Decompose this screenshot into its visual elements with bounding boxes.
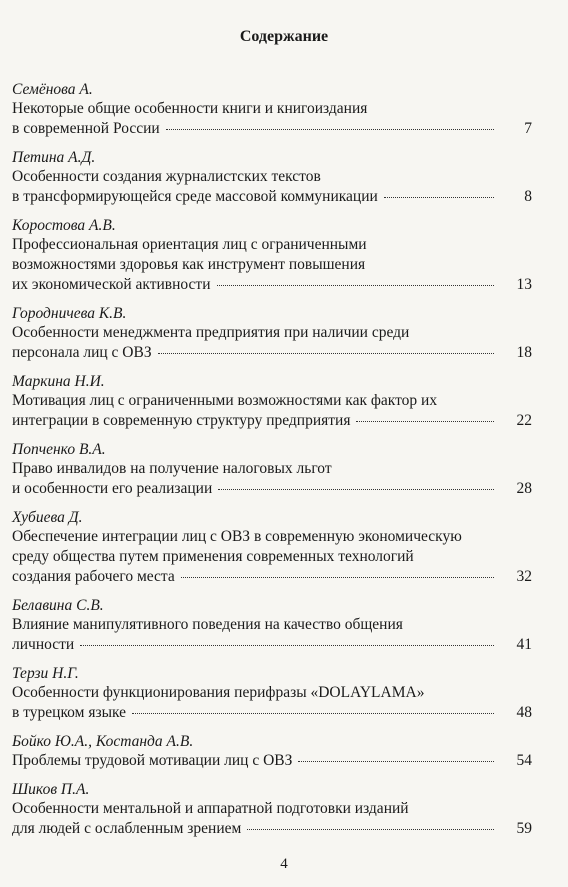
toc-title-last-line (12, 567, 532, 587)
dot-leader (247, 829, 494, 830)
toc-page-number: 59 (516, 820, 532, 837)
toc-title-line: Особенности создания журналистских текстов (12, 168, 321, 185)
toc-title-line: в турецком языке (12, 704, 127, 721)
toc-title-last-line (12, 479, 532, 499)
toc-title-line: и особенности его реализации (12, 480, 213, 497)
toc-title-last-line (12, 635, 532, 655)
toc-author: Попченко В.А. (12, 441, 106, 458)
toc-entry (12, 80, 532, 139)
dot-leader (158, 353, 494, 354)
toc-author: Шиков П.А. (12, 781, 90, 798)
toc-author: Терзи Н.Г. (12, 665, 79, 682)
toc-title-line: Профессиональная ориентация лиц с ограниченными (12, 236, 367, 253)
toc-entry (12, 440, 532, 499)
toc-author: Петина А.Д. (12, 149, 96, 166)
toc-page-number: 22 (516, 412, 532, 429)
toc-title-last-line (12, 819, 532, 839)
toc-entry (12, 304, 532, 363)
dot-leader (298, 761, 494, 762)
toc-title-line: персонала лиц с ОВЗ (12, 344, 152, 361)
dot-leader (166, 129, 494, 130)
toc-title-line: интеграции в современную структуру предприятия (12, 412, 351, 429)
toc-entry (12, 508, 532, 587)
toc-title-line: Обеспечение интеграции лиц с ОВЗ в современную экономическую (12, 528, 462, 545)
toc-page-number: 41 (516, 636, 532, 653)
toc-title-line: Проблемы трудовой мотивации лиц с ОВЗ (12, 752, 293, 769)
toc-title-line: личности (12, 636, 75, 653)
toc-title-last-line (12, 751, 532, 771)
toc-author: Городничева К.В. (12, 305, 127, 322)
toc-author: Хубиева Д. (12, 509, 83, 526)
toc-title-line: Право инвалидов на получение налоговых льгот (12, 460, 332, 477)
toc-title-last-line (12, 275, 532, 295)
toc-title-last-line (12, 119, 532, 139)
toc-page-number: 8 (524, 188, 532, 205)
toc-title-line: создания рабочего места (12, 568, 175, 585)
toc-title-line: Особенности функционирования перифразы «DOLAYLAMA» (12, 684, 425, 701)
toc-page-number: 13 (516, 276, 532, 293)
toc-author: Коростова А.В. (12, 217, 116, 234)
toc-entry (12, 148, 532, 207)
toc-title-last-line (12, 703, 532, 723)
table-of-contents (12, 80, 532, 848)
toc-title-line: среду общества путем применения современных технологий (12, 548, 414, 565)
toc-title-last-line (12, 343, 532, 363)
toc-entry (12, 664, 532, 723)
toc-entry (12, 780, 532, 839)
toc-page-number: 28 (516, 480, 532, 497)
toc-entry (12, 372, 532, 431)
toc-title-line: для людей с ослабленным зрением (12, 820, 242, 837)
dot-leader (181, 577, 494, 578)
toc-entry (12, 732, 532, 771)
toc-author: Бойко Ю.А., Костанда А.В. (12, 733, 194, 750)
toc-title-line: возможностями здоровья как инструмент повышения (12, 256, 366, 273)
toc-page-number: 7 (524, 120, 532, 137)
toc-title-last-line (12, 187, 532, 207)
toc-title-line: Особенности менеджмента предприятия при наличии среди (12, 324, 410, 341)
toc-title-line: их экономической активности (12, 276, 211, 293)
toc-title-line: Особенности ментальной и аппаратной подготовки изданий (12, 800, 409, 817)
dot-leader (218, 489, 494, 490)
toc-author: Семёнова А. (12, 81, 93, 98)
dot-leader (217, 285, 495, 286)
page-title: Содержание (239, 28, 329, 45)
toc-entry (12, 216, 532, 295)
toc-title-line: в современной России (12, 120, 160, 137)
toc-title-line: Некоторые общие особенности книги и книгоиздания (12, 100, 368, 117)
toc-page-number: 32 (516, 568, 532, 585)
toc-title-line: в трансформирующейся среде массовой коммуникации (12, 188, 378, 205)
toc-author: Маркина Н.И. (12, 373, 105, 390)
toc-title-line: Мотивация лиц с ограниченными возможностями как фактор их (12, 392, 438, 409)
toc-title-last-line (12, 411, 532, 431)
toc-entry (12, 596, 532, 655)
dot-leader (132, 713, 494, 714)
dot-leader (356, 421, 494, 422)
toc-title-line: Влияние манипулятивного поведения на качество общения (12, 616, 403, 633)
dot-leader (384, 197, 494, 198)
toc-page-number: 48 (516, 704, 532, 721)
toc-page-number: 54 (516, 752, 532, 769)
toc-author: Белавина С.В. (12, 597, 104, 614)
dot-leader (80, 645, 494, 646)
toc-page-number: 18 (516, 344, 532, 361)
page-number: 4 (280, 856, 288, 872)
